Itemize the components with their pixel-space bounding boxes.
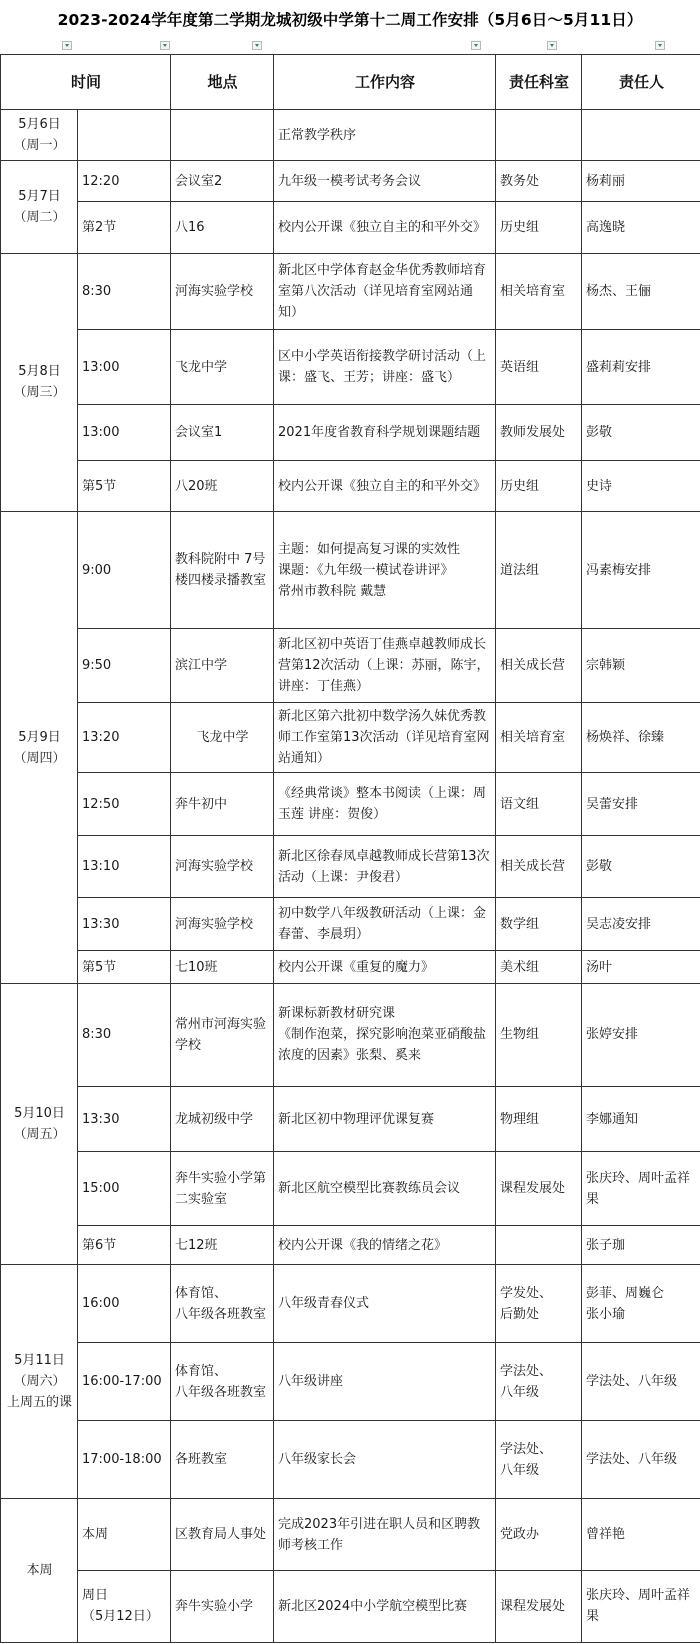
filter-dropdown-icon[interactable] xyxy=(252,41,262,50)
day-date: 本周 xyxy=(26,1563,53,1579)
header-content: 工作内容 xyxy=(274,55,496,110)
person-cell: 宗韩颖 xyxy=(582,629,700,703)
filter-dropdown-icon[interactable] xyxy=(62,41,72,50)
person-cell: 吴蕾安排 xyxy=(582,772,700,836)
table-row xyxy=(1,1499,700,1571)
day-date: 5月8日 xyxy=(18,364,61,380)
time-cell: 周日 （5月12日） xyxy=(78,1570,171,1642)
time-cell: 8:30 xyxy=(78,253,171,329)
time-cell: 12:20 xyxy=(78,161,171,202)
header-time: 时间 xyxy=(1,55,171,110)
dept-cell: 语文组 xyxy=(496,772,582,836)
table-row xyxy=(1,1265,700,1343)
dept-cell: 课程发展处 xyxy=(496,1570,582,1642)
day-date: 5月11日 xyxy=(14,1353,65,1369)
content-cell: 新北区航空模型比赛教练员会议 xyxy=(274,1152,496,1226)
person-cell: 吴志凌安排 xyxy=(582,897,700,950)
filter-dropdown-icon[interactable] xyxy=(471,41,481,50)
person-cell: 张庆玲、周叶孟祥果 xyxy=(582,1152,700,1226)
dept-cell: 数学组 xyxy=(496,897,582,950)
table-row xyxy=(1,1086,700,1152)
location-cell: 河海实验学校 xyxy=(171,897,274,950)
dept-cell: 英语组 xyxy=(496,329,582,405)
schedule-table xyxy=(0,54,700,1643)
table-row xyxy=(1,1421,700,1499)
content-cell: 新北区第六批初中数学汤久妹优秀教师工作室第13次活动（详见培育室网站通知） xyxy=(274,703,496,773)
table-row xyxy=(1,329,700,405)
table-row xyxy=(1,202,700,253)
dept-cell: 学法处、 八年级 xyxy=(496,1343,582,1421)
time-cell: 本周 xyxy=(78,1499,171,1571)
person-cell: 彭敬 xyxy=(582,405,700,460)
filter-dropdown-icon[interactable] xyxy=(160,41,170,50)
location-cell: 奔牛实验小学 xyxy=(171,1570,274,1642)
table-row xyxy=(1,951,700,984)
content-cell: 区中小学英语衔接教学研讨活动（上课：盛飞、王芳；讲座：盛飞） xyxy=(274,329,496,405)
person-cell: 史诗 xyxy=(582,460,700,511)
day-date: 5月10日 xyxy=(14,1106,65,1122)
content-cell: 2021年度省教育科学规划课题结题 xyxy=(274,405,496,460)
location-cell: 河海实验学校 xyxy=(171,836,274,898)
dept-cell: 道法组 xyxy=(496,512,582,629)
time-cell: 8:30 xyxy=(78,984,171,1087)
location-cell: 会议室2 xyxy=(171,161,274,202)
person-cell: 张婷安排 xyxy=(582,984,700,1087)
location-cell: 教科院附中 7号楼四楼录播教室 xyxy=(171,512,274,629)
person-cell: 杨焕祥、徐臻 xyxy=(582,703,700,773)
content-cell: 初中数学八年级教研活动（上课：金春蕾、李晨玥） xyxy=(274,897,496,950)
dept-cell xyxy=(496,1226,582,1265)
filter-bar xyxy=(0,40,700,54)
location-cell: 奔牛初中 xyxy=(171,772,274,836)
content-cell: 八年级讲座 xyxy=(274,1343,496,1421)
dept-cell: 课程发展处 xyxy=(496,1152,582,1226)
content-cell: 校内公开课《独立自主的和平外交》 xyxy=(274,202,496,253)
content-cell: 主题：如何提高复习课的实效性 课题：《九年级一模试卷讲评》 常州市教科院 戴慧 xyxy=(274,512,496,629)
time-cell: 17:00-18:00 xyxy=(78,1421,171,1499)
day-cell xyxy=(1,984,78,1265)
table-row xyxy=(1,984,700,1087)
dept-cell: 学发处、 后勤处 xyxy=(496,1265,582,1343)
table-row xyxy=(1,897,700,950)
location-cell: 飞龙中学 xyxy=(171,329,274,405)
content-cell: 校内公开课《重复的魔力》 xyxy=(274,951,496,984)
person-cell: 学法处、八年级 xyxy=(582,1421,700,1499)
time-cell: 12:50 xyxy=(78,772,171,836)
time-cell: 13:10 xyxy=(78,836,171,898)
person-cell: 杨杰、王俪 xyxy=(582,253,700,329)
location-cell: 区教育局人事处 xyxy=(171,1499,274,1571)
content-cell: 新北区中学体育赵金华优秀教师培育室第八次活动（详见培育室网站通知） xyxy=(274,253,496,329)
dept-cell: 教师发展处 xyxy=(496,405,582,460)
filter-dropdown-icon[interactable] xyxy=(547,41,557,50)
day-cell xyxy=(1,1265,78,1499)
dept-cell: 学法处、 八年级 xyxy=(496,1421,582,1499)
person-cell: 张子珈 xyxy=(582,1226,700,1265)
table-row xyxy=(1,512,700,629)
person-cell: 学法处、八年级 xyxy=(582,1343,700,1421)
content-cell: 新北区初中英语丁佳燕卓越教师成长营第12次活动（上课：苏丽，陈宇，讲座：丁佳燕） xyxy=(274,629,496,703)
person-cell: 冯素梅安排 xyxy=(582,512,700,629)
day-weekday: （周一） xyxy=(13,138,66,154)
person-cell: 汤叶 xyxy=(582,951,700,984)
day-date: 5月6日 xyxy=(18,117,61,133)
dept-cell: 历史组 xyxy=(496,202,582,253)
time-cell: 16:00 xyxy=(78,1265,171,1343)
time-cell: 9:50 xyxy=(78,629,171,703)
table-row xyxy=(1,629,700,703)
location-cell: 河海实验学校 xyxy=(171,253,274,329)
content-cell: 《经典常谈》整本书阅读（上课：周玉莲 讲座：贺俊） xyxy=(274,772,496,836)
location-cell: 飞龙中学 xyxy=(171,703,274,773)
location-cell: 滨江中学 xyxy=(171,629,274,703)
day-weekday: （周二） xyxy=(13,209,66,225)
day-cell xyxy=(1,1499,78,1643)
time-cell: 15:00 xyxy=(78,1152,171,1226)
time-cell: 13:20 xyxy=(78,703,171,773)
person-cell xyxy=(582,110,700,161)
dept-cell: 生物组 xyxy=(496,984,582,1087)
dept-cell: 历史组 xyxy=(496,460,582,511)
person-cell: 李娜通知 xyxy=(582,1086,700,1152)
person-cell: 盛莉莉安排 xyxy=(582,329,700,405)
table-row xyxy=(1,836,700,898)
filter-dropdown-icon[interactable] xyxy=(655,41,665,50)
time-cell: 第5节 xyxy=(78,951,171,984)
content-cell: 正常教学秩序 xyxy=(274,110,496,161)
dept-cell xyxy=(496,110,582,161)
time-cell: 第6节 xyxy=(78,1226,171,1265)
page-title: 2023-2024学年度第二学期龙城初级中学第十二周工作安排（5月6日～5月11日） xyxy=(57,11,643,29)
dept-cell: 美术组 xyxy=(496,951,582,984)
location-cell: 体育馆、 八年级各班教室 xyxy=(171,1265,274,1343)
content-cell: 八年级家长会 xyxy=(274,1421,496,1499)
time-cell: 13:00 xyxy=(78,329,171,405)
location-cell: 八20班 xyxy=(171,460,274,511)
content-cell: 新北区徐春凤卓越教师成长营第13次活动（上课：尹俊君） xyxy=(274,836,496,898)
dept-cell: 相关成长营 xyxy=(496,836,582,898)
day-cell xyxy=(1,253,78,512)
day-weekday: （周四） xyxy=(13,750,66,766)
time-cell: 第5节 xyxy=(78,460,171,511)
day-weekday: （周五） xyxy=(13,1127,66,1143)
table-row xyxy=(1,772,700,836)
table-row xyxy=(1,703,700,773)
time-cell: 9:00 xyxy=(78,512,171,629)
person-cell: 彭敬 xyxy=(582,836,700,898)
content-cell: 九年级一模考试考务会议 xyxy=(274,161,496,202)
table-row xyxy=(1,1226,700,1265)
dept-cell: 相关培育室 xyxy=(496,253,582,329)
location-cell: 体育馆、 八年级各班教室 xyxy=(171,1343,274,1421)
header-dept: 责任科室 xyxy=(496,55,582,110)
location-cell: 各班教室 xyxy=(171,1421,274,1499)
content-cell: 新北区初中物理评优课复赛 xyxy=(274,1086,496,1152)
table-row xyxy=(1,1570,700,1642)
dept-cell: 教务处 xyxy=(496,161,582,202)
content-cell: 新课标新教材研究课 《制作泡菜，探究影响泡菜亚硝酸盐浓度的因素》张梨、奚来 xyxy=(274,984,496,1087)
person-cell: 高逸晓 xyxy=(582,202,700,253)
location-cell xyxy=(171,110,274,161)
person-cell: 张庆玲、周叶孟祥果 xyxy=(582,1570,700,1642)
content-cell: 八年级青春仪式 xyxy=(274,1265,496,1343)
time-cell: 第2节 xyxy=(78,202,171,253)
day-note: 上周五的课 xyxy=(6,1395,72,1411)
content-cell: 完成2023年引进在职人员和区聘教师考核工作 xyxy=(274,1499,496,1571)
person-cell: 杨莉丽 xyxy=(582,161,700,202)
day-weekday: （周三） xyxy=(13,385,66,401)
time-cell: 16:00-17:00 xyxy=(78,1343,171,1421)
content-cell: 校内公开课《独立自主的和平外交》 xyxy=(274,460,496,511)
time-cell: 13:00 xyxy=(78,405,171,460)
table-row xyxy=(1,1152,700,1226)
dept-cell: 相关培育室 xyxy=(496,703,582,773)
dept-cell: 相关成长营 xyxy=(496,629,582,703)
content-cell: 新北区2024中小学航空模型比赛 xyxy=(274,1570,496,1642)
time-cell: 13:30 xyxy=(78,1086,171,1152)
day-cell xyxy=(1,512,78,984)
dept-cell: 物理组 xyxy=(496,1086,582,1152)
location-cell: 八16 xyxy=(171,202,274,253)
header-person: 责任人 xyxy=(582,55,700,110)
table-row xyxy=(1,161,700,202)
location-cell: 奔牛实验小学第二实验室 xyxy=(171,1152,274,1226)
day-cell xyxy=(1,161,78,253)
day-date: 5月9日 xyxy=(18,729,61,745)
location-cell: 七12班 xyxy=(171,1226,274,1265)
content-cell: 校内公开课《我的情绪之花》 xyxy=(274,1226,496,1265)
location-cell: 常州市河海实验学校 xyxy=(171,984,274,1087)
time-cell xyxy=(78,110,171,161)
day-cell xyxy=(1,110,78,161)
day-weekday: （周六） xyxy=(13,1374,66,1390)
time-cell: 13:30 xyxy=(78,897,171,950)
person-cell: 彭菲、周巍仑 张小瑜 xyxy=(582,1265,700,1343)
location-cell: 龙城初级中学 xyxy=(171,1086,274,1152)
table-row xyxy=(1,460,700,511)
location-cell: 会议室1 xyxy=(171,405,274,460)
person-cell: 曾祥艳 xyxy=(582,1499,700,1571)
table-row xyxy=(1,110,700,161)
header-location: 地点 xyxy=(171,55,274,110)
table-row xyxy=(1,253,700,329)
table-row xyxy=(1,1343,700,1421)
location-cell: 七10班 xyxy=(171,951,274,984)
dept-cell: 党政办 xyxy=(496,1499,582,1571)
day-date: 5月7日 xyxy=(18,188,61,204)
header-row xyxy=(1,55,700,110)
table-row xyxy=(1,405,700,460)
